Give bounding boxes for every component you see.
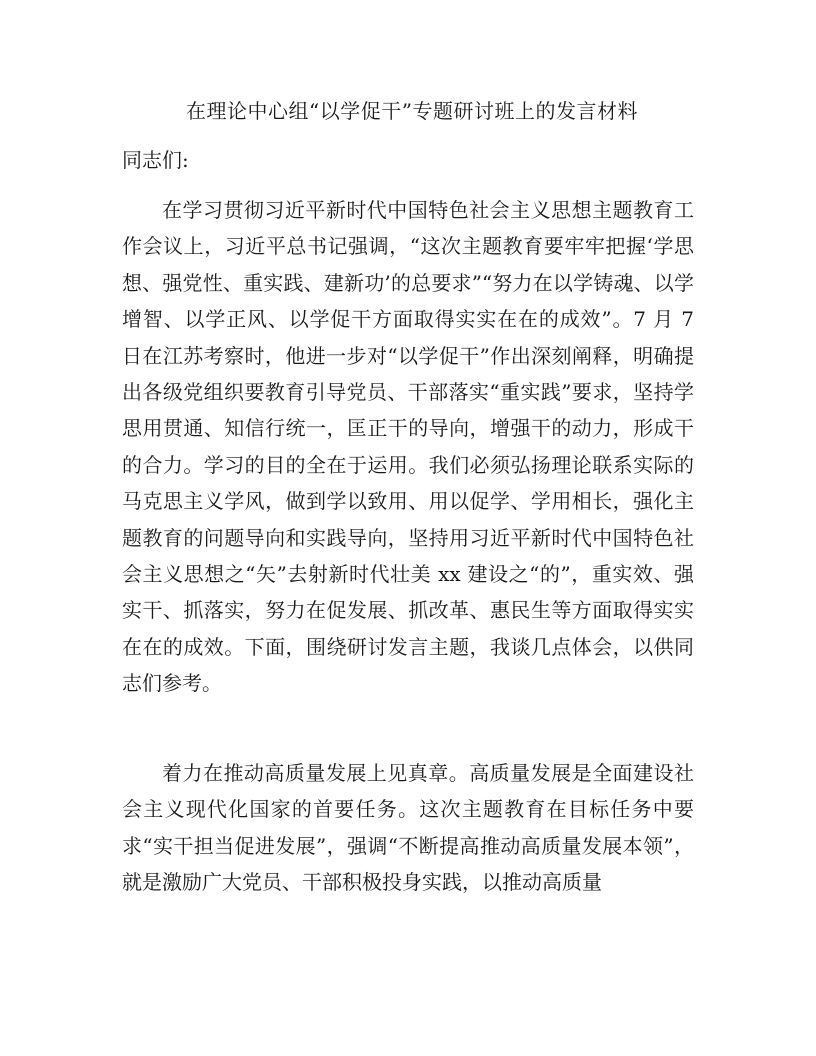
paragraph-1: 在学习贯彻习近平新时代中国特色社会主义思想主题教育工作会议上，习近平总书记强调，“这次主题教育要牢牢把握‘学思想、强党性、重实践、建新功’的总要求”“努力在以学铸魂、以学增智、以学正风、以学促干方面取得实实在在的成效”。7 月 7 日在江苏考察时，他进一步对“以学促干”作出深刻阐释，明确提出各级党组织要教育引导党员、干部落实“重实践”要求，坚持学思用贯通、知信行统一，匡正干的导向，增强干的动力，形成干的合力。学习的目的全在于运用。我们必须弘扬理论联系实际的马克思主义学风，做到学以致用、用以促学、学用相长，强化主题教育的问题导向和实践导向，坚持用习近平新时代中国特色社会主义思想之“矢”去射新时代壮美 xx 建设之“的”，重实效、强实干、抓落实，努力在促发展、抓改革、惠民生等方面取得实实在在的成效。下面，围绕研讨发言主题，我谈几点体会，以供同志们参考。 [122, 198, 694, 696]
document-title: 在理论中心组“以学促干”专题研讨班上的发言材料 [186, 99, 638, 123]
paragraph-2: 着力在推动高质量发展上见真章。高质量发展是全面建设社会主义现代化国家的首要任务。这次主题教育在目标任务中要求“实干担当促进发展”，强调“不断提高推动高质量发展本领”，就是激励广大党员、干部积极投身实践，以推动高质量 [122, 761, 694, 895]
salutation: 同志们: [122, 148, 189, 172]
